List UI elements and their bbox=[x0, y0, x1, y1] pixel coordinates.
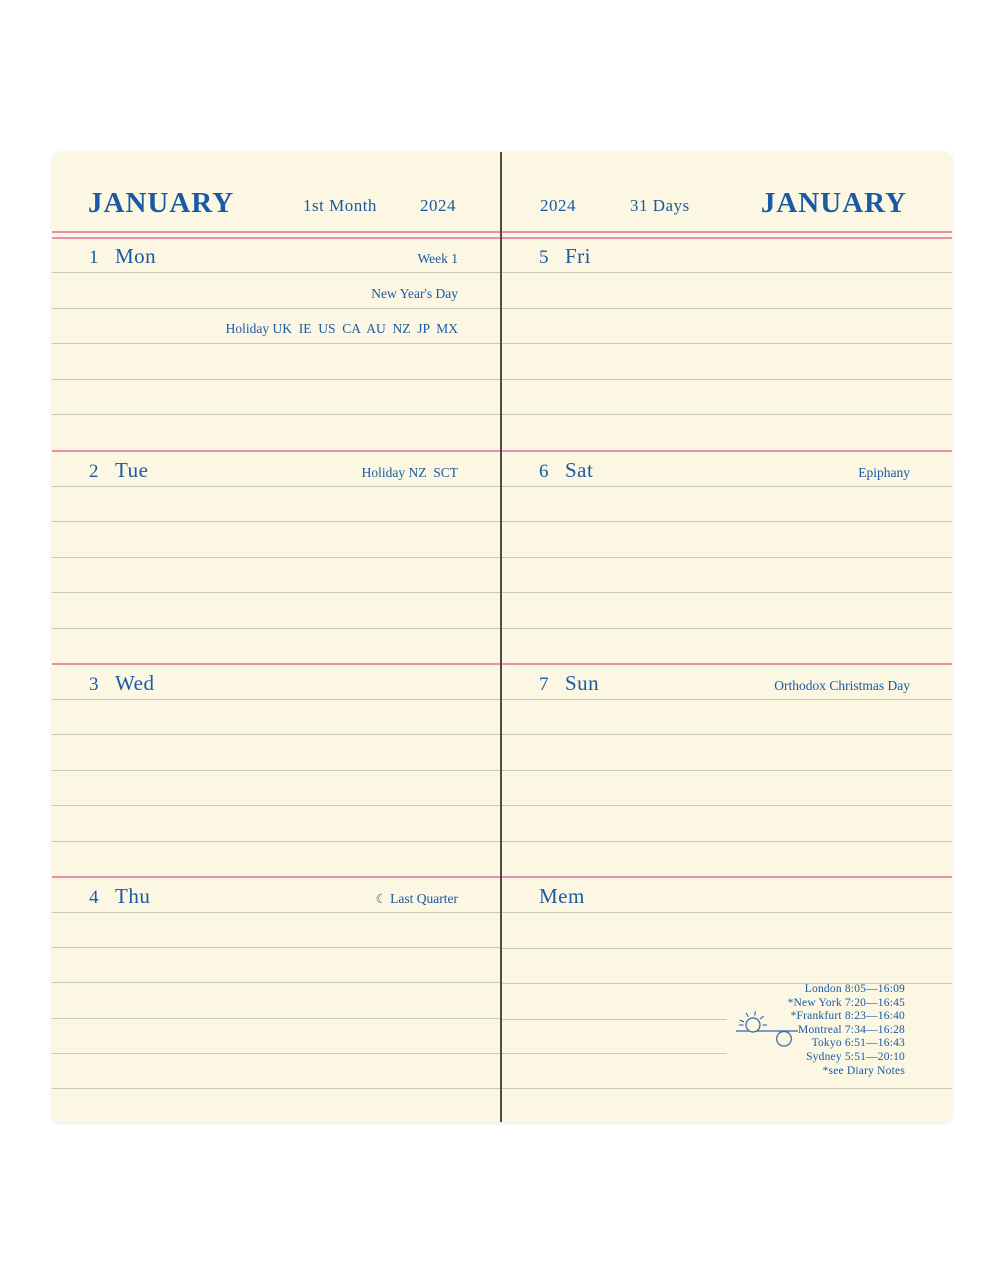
holiday-note: New Year's Day bbox=[371, 285, 458, 301]
moon-phase-note bbox=[376, 891, 458, 907]
writing-row bbox=[52, 558, 500, 593]
writing-row bbox=[52, 1019, 500, 1054]
month-header-right bbox=[502, 152, 952, 232]
day-name: Sun bbox=[565, 671, 600, 695]
holiday-regions-note: Holiday UK IE US CA AU NZ JP MX bbox=[225, 321, 458, 337]
writing-row bbox=[52, 771, 500, 806]
day-header bbox=[52, 452, 500, 487]
writing-row bbox=[502, 842, 952, 876]
day-number: 5 bbox=[539, 247, 549, 268]
writing-row bbox=[52, 1054, 500, 1089]
writing-row bbox=[502, 593, 952, 628]
day-block-sun bbox=[502, 663, 952, 876]
writing-row bbox=[52, 948, 500, 983]
writing-row bbox=[502, 380, 952, 416]
day-number: 4 bbox=[89, 887, 99, 908]
year-label: 2024 bbox=[420, 196, 456, 215]
day-number: 7 bbox=[539, 674, 549, 695]
day-name: Fri bbox=[565, 244, 592, 268]
day-header bbox=[502, 665, 952, 700]
day-header bbox=[52, 665, 500, 700]
writing-row bbox=[502, 522, 952, 557]
writing-row bbox=[52, 700, 500, 735]
day-header bbox=[52, 238, 500, 273]
day-name: Tue bbox=[115, 458, 149, 482]
writing-row bbox=[502, 913, 952, 949]
writing-row bbox=[52, 842, 500, 876]
month-header-left bbox=[52, 152, 500, 232]
day-block-fri bbox=[502, 238, 952, 450]
writing-row bbox=[502, 735, 952, 770]
writing-row bbox=[52, 309, 500, 345]
day-block-wed bbox=[52, 663, 500, 876]
writing-row bbox=[52, 806, 500, 841]
days-count-label: 31 Days bbox=[630, 196, 690, 215]
holiday-note: Orthodox Christmas Day bbox=[774, 678, 910, 693]
day-number: 2 bbox=[89, 461, 99, 482]
writing-row bbox=[502, 558, 952, 593]
day-number: 6 bbox=[539, 461, 549, 482]
day-name: Mon bbox=[115, 244, 157, 268]
month-title: JANUARY bbox=[88, 187, 235, 219]
writing-row bbox=[502, 344, 952, 380]
sunrise-sunset-times bbox=[788, 983, 905, 1078]
writing-row bbox=[502, 806, 952, 841]
sun-time-line: London 8:05—16:09 bbox=[804, 983, 905, 995]
day-name: Thu bbox=[115, 884, 151, 908]
writing-row bbox=[52, 593, 500, 628]
mem-header bbox=[502, 878, 952, 913]
writing-row bbox=[52, 415, 500, 450]
sun-time-line: Sydney 5:51—20:10 bbox=[806, 1050, 905, 1063]
year-label: 2024 bbox=[540, 196, 576, 215]
day-block-mon bbox=[52, 238, 500, 450]
writing-row bbox=[502, 949, 952, 985]
writing-row bbox=[52, 487, 500, 522]
writing-row bbox=[52, 522, 500, 557]
day-name: Sat bbox=[565, 458, 594, 482]
day-header bbox=[52, 878, 500, 913]
diary-page-card bbox=[52, 152, 952, 1122]
day-header bbox=[502, 452, 952, 487]
day-number: 3 bbox=[89, 674, 99, 695]
writing-row bbox=[52, 344, 500, 380]
writing-row bbox=[502, 771, 952, 806]
month-title: JANUARY bbox=[760, 187, 907, 219]
mem-label: Mem bbox=[539, 884, 585, 908]
writing-row bbox=[502, 273, 952, 309]
writing-row bbox=[52, 380, 500, 416]
day-header bbox=[502, 238, 952, 273]
writing-row bbox=[52, 629, 500, 663]
day-number: 1 bbox=[89, 247, 99, 268]
writing-row bbox=[502, 487, 952, 522]
sun-time-line: Tokyo 6:51—16:43 bbox=[811, 1037, 905, 1050]
week-number-label: Week 1 bbox=[417, 251, 458, 266]
writing-row bbox=[502, 415, 952, 450]
last-quarter-moon-icon: ☾ bbox=[375, 891, 387, 906]
writing-row bbox=[52, 983, 500, 1018]
writing-row bbox=[502, 309, 952, 345]
day-block-tue bbox=[52, 450, 500, 663]
sun-time-line: Montreal 7:34—16:28 bbox=[798, 1023, 905, 1036]
writing-row bbox=[502, 629, 952, 663]
month-ordinal: 1st Month bbox=[303, 196, 377, 215]
writing-row bbox=[52, 735, 500, 770]
holiday-note: Epiphany bbox=[858, 465, 910, 480]
moon-phase-label: Last Quarter bbox=[390, 891, 458, 906]
diary-notes-reference: *see Diary Notes bbox=[822, 1064, 905, 1077]
holiday-note: Holiday NZ SCT bbox=[361, 465, 458, 480]
day-block-thu bbox=[52, 876, 500, 1089]
sun-time-line: *Frankfurt 8:23—16:40 bbox=[790, 1010, 905, 1023]
day-block-sat bbox=[502, 450, 952, 663]
page-center-divider bbox=[500, 152, 502, 1122]
day-name: Wed bbox=[115, 671, 155, 695]
writing-row bbox=[502, 700, 952, 735]
writing-row bbox=[52, 913, 500, 948]
sun-time-line: *New York 7:20—16:45 bbox=[787, 996, 905, 1009]
writing-row bbox=[52, 273, 500, 309]
